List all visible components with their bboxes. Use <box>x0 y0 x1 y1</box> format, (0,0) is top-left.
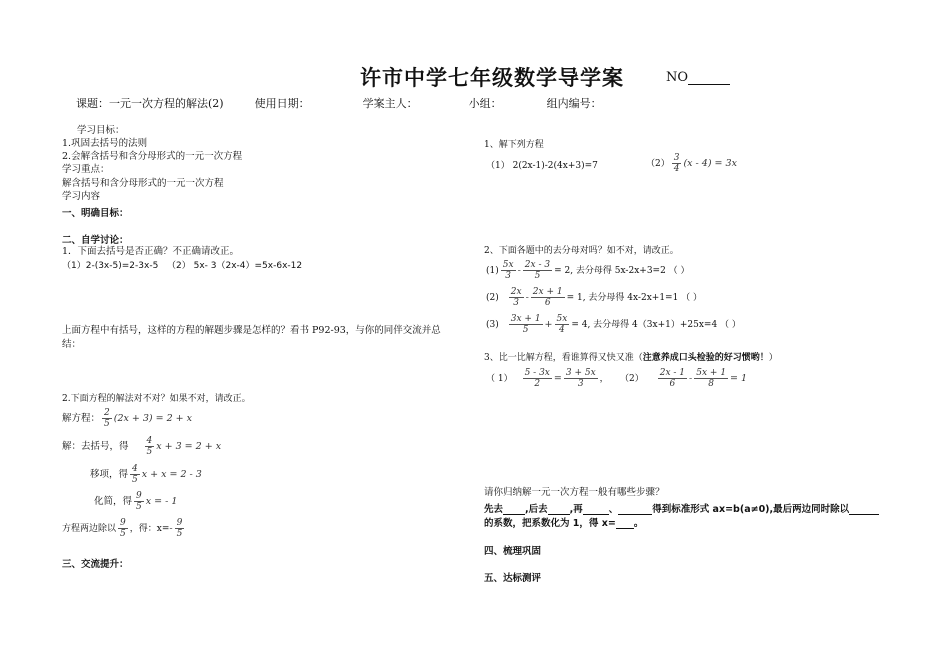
solution-step-2: 移项，得 $\frac{4}{5}$ x + x = 2 - 3 <box>90 464 202 485</box>
solution-step-3: 化简，得 $\frac{9}{5}$ x = - 1 <box>94 491 178 512</box>
right-question-1a: （1） 2(2x-1)-2(4x+3)=7 <box>486 161 598 171</box>
member-number-label: 组内编号： <box>546 97 602 110</box>
section-5-heading: 五、达标测评 <box>484 573 542 584</box>
number-field: NO <box>666 70 730 85</box>
group-label: 小组： <box>468 97 502 110</box>
key-point: 解含括号和含分母形式的一元一次方程 <box>62 178 224 189</box>
goals-title: 学习目标： <box>77 125 125 136</box>
section-1-heading: 一、明确目标： <box>62 208 129 219</box>
topic-label: 课题：一元一次方程的解法(2) <box>76 97 224 110</box>
content-title: 学习内容 <box>62 191 101 202</box>
owner-label: 学案主人： <box>362 97 418 110</box>
summary-question: 请你归纳解一元一次方程一般有哪些步骤？ <box>484 487 665 498</box>
solution-step-1: 解：去括号，得 $\frac{4}{5}$ x + 3 = 2 + x <box>62 436 222 457</box>
goal-2: 2.会解含括号和含分母形式的一元一次方程 <box>62 151 243 162</box>
section-2-heading: 二、自学讨论： <box>62 235 129 246</box>
question-2: 2.下面方程的解法对不对？如果不对，请改正。 <box>62 394 251 404</box>
date-label: 使用日期： <box>254 97 310 110</box>
right-question-2b: (2) $\frac{2x}{3}$ - $\frac{2x + 1}{6}$ = 1, 去分母得 4x-2x+1=1 （ ） <box>486 287 703 308</box>
equation-problem: 解方程： $\frac{2}{5}$ (2x + 3) = 2 + x <box>62 408 193 429</box>
right-question-2a: (1) $\frac{5x}{3}$ - $\frac{2x - 3}{5}$ = 2, 去分母得 5x-2x+3=2 （ ） <box>486 260 690 281</box>
section-3-heading: 三、交流提升： <box>62 559 129 570</box>
right-question-2: 2、下面各题中的去分母对吗？如不对，请改正。 <box>484 246 679 256</box>
question-1b: （2） 5x- 3（2x-4）=5x-6x-12 <box>167 261 303 271</box>
question-1: 1．下面去括号是否正确？不正确请改正。 <box>62 246 240 257</box>
section-4-heading: 四、梳理巩固 <box>484 546 542 557</box>
right-question-1: 1、解下列方程 <box>484 140 544 150</box>
goal-1: 1.巩固去括号的法则 <box>62 138 148 149</box>
summary-line-2: 的系数，把系数化为 1，得 x= 。 <box>484 518 644 529</box>
fraction-2-5: $\frac{2}{5}$ <box>104 408 110 429</box>
question-1-note-end: 结： <box>62 339 82 350</box>
right-question-1b: （2） $\frac{3}{4}$ (x - 4) = 3x <box>646 153 737 174</box>
page-title: 许市中学七年级数学导学案 <box>360 66 624 90</box>
right-question-2c: (3) $\frac{3x + 1}{5}$ + $\frac{5x}{4}$ = 4, 去分母得 4（3x+1）+25x=4 （ ） <box>486 314 741 335</box>
question-1-note: 上面方程中有括号，这样的方程的解题步骤是怎样的？看书 P92-93，与你的同伴交流并总 <box>62 325 441 336</box>
solution-step-4: 方程两边除以 $\frac{9}{5}$ ，得：x= - $\frac{9}{5}$ <box>62 518 183 539</box>
number-blank <box>688 72 730 85</box>
right-question-3a: （ 1） $\frac{5 - 3x}{2}$ = $\frac{3 + 5x}{3}$ ， <box>486 368 609 389</box>
header-row <box>76 95 602 111</box>
key-title: 学习重点： <box>62 164 110 175</box>
right-question-3: 3、比一比解方程，看谁算得又快又准（注意养成口头检验的好习惯哟！） <box>484 353 778 363</box>
summary-line-1: 先去 ,后去 ,再 、 得到标准形式 ax=b(a≠0),最后两边同时除以 <box>484 501 879 515</box>
right-question-3b: （2） $\frac{2x - 1}{6}$ - $\frac{5x + 1}{8}$ = 1 <box>620 368 748 389</box>
question-1a: （1）2-(3x-5)=2-3x-5 <box>62 261 159 271</box>
